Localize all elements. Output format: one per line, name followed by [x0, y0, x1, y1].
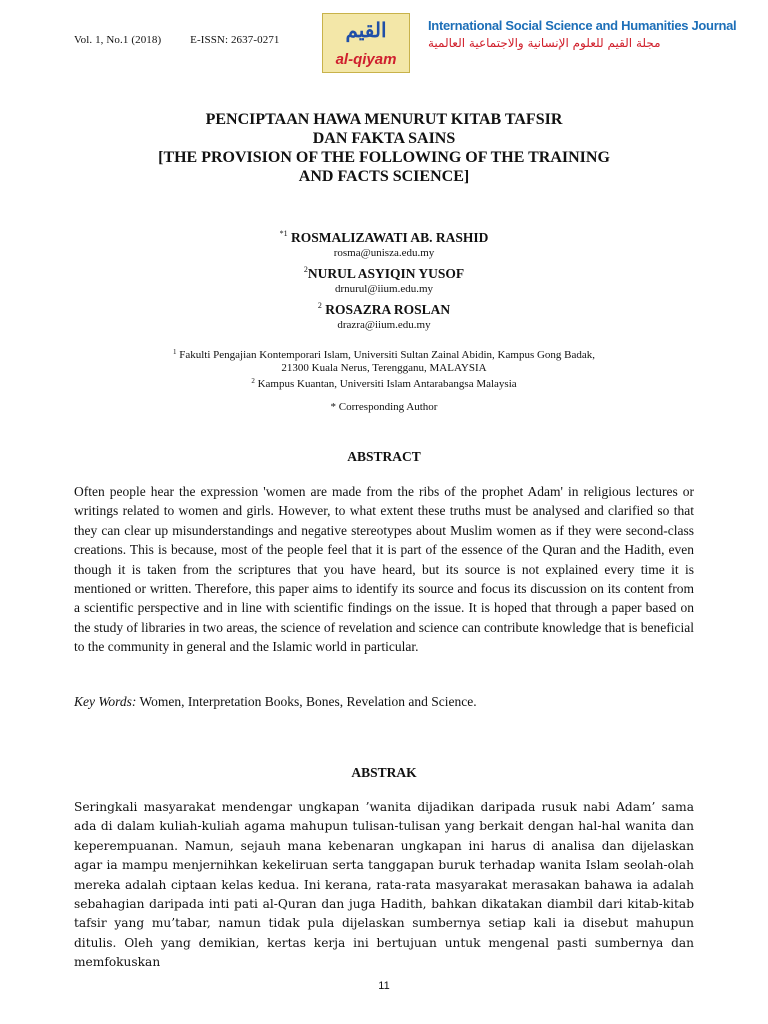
keywords-label: Key Words: — [74, 694, 137, 709]
volume-info: Vol. 1, No.1 (2018) — [74, 34, 162, 46]
title-line: DAN FAKTA SAINS — [312, 130, 456, 147]
header-meta — [74, 34, 306, 46]
issn-info: E-ISSN: 2637-0271 — [190, 34, 280, 46]
author-email: rosma@unisza.edu.my — [333, 247, 435, 259]
author-email: drnurul@iium.edu.my — [334, 283, 434, 295]
journal-name — [428, 18, 737, 50]
logo-latin-text: al-qiyam — [335, 51, 397, 68]
corresponding-author-note: * Corresponding Author — [330, 401, 438, 413]
keywords-text: Women, Interpretation Books, Bones, Revelation and Science. — [136, 694, 477, 709]
abstrak-heading: ABSTRAK — [351, 765, 417, 780]
author-name: $^2$ ROSAZRA ROSLAN — [317, 301, 451, 317]
affiliation-line: 21300 Kuala Nerus, Terengganu, MALAYSIA — [281, 362, 487, 374]
keywords — [74, 694, 694, 710]
journal-logo — [322, 13, 410, 73]
paper-title — [74, 110, 694, 186]
title-line: AND FACTS SCIENCE] — [298, 168, 470, 185]
abstract-heading: ABSTRACT — [347, 449, 421, 464]
page-number: 11 — [378, 980, 390, 992]
author-name: $^2$NURUL ASYIQIN YUSOF — [303, 265, 465, 281]
author-list — [74, 226, 694, 334]
title-line: [THE PROVISION OF THE FOLLOWING OF THE TRAINING — [158, 149, 610, 166]
abstrak-text: Seringkali masyarakat mendengar ungkapan ’wanita dijadikan daripada rusuk nabi Adam’ sama ada di dalam kuliah-kuliah agama mahupun tulisan-tulisan yang berkait dengan hal-hal wanita dan keperempuanan. Namun, sejauh mana kebenaran ungkapan ini harus di analisa dan dijelaskan agar ia mampu menjernihkan kekeliruan serta tanggapan buruk terhadap wanita Islam seolah-olah mereka adalah ciptaan kelas kedua. Ini kerana, rata-rata masyarakat merasakan bahawa ia adalah sebahagian daripada inti pati al-Quran dan juga Hadith, bahkan dikatakan diambil dari kitab-kitab tafsir yang mu’tabar, namun tidak pula dijelaskan sumbernya setiap kali ia disebut mahupun ditulis. Oleh yang demikian, kertas kerja ini bertujuan untuk mengenal pasti sumbernya dan memfokuskan — [74, 800, 694, 970]
author-name: $^{*1}$ ROSMALIZAWATI AB. RASHID — [279, 229, 489, 245]
affiliations — [74, 346, 694, 391]
abstract-text: Often people hear the expression 'women are made from the ribs of the prophet Adam' in religious lectures or writings related to women and girls. However, to what extent these truths must be analysed and clarified so that they can clear up misunderstandings and negative stereotypes about Muslim women as if they were second-class creations. This is because, most of the people feel that it is part of the essence of the Quran and the Hadith, even though it is taken from the scriptures that you have heard, but its source is not explained every time it is mentioned or written. Therefore, this paper aims to identify its source and focus its discussion on its content from a scientific perspective and in line with scientific findings on the issue. It is hoped that through a paper based on the study of libraries in two areas, the science of revelation and science can contribute knowledge that is beneficial to the community in general and the Islamic world in particular. — [74, 484, 694, 655]
journal-name-english: International Social Science and Humanities Journal — [428, 18, 737, 33]
affiliation-line: $^2$ Kampus Kuantan, Universiti Islam Antarabangsa Malaysia — [251, 377, 517, 390]
affiliation-line: $^1$ Fakulti Pengajian Kontemporari Islam, Universiti Sultan Zainal Abidin, Kampus Gong Badak, — [172, 348, 596, 361]
title-line: PENCIPTAAN HAWA MENURUT KITAB TAFSIR — [205, 111, 563, 128]
author-email: drazra@iium.edu.my — [337, 319, 431, 331]
journal-name-arabic: مجلة القيم للعلوم الإنسانية والاجتماعية العالمية — [428, 36, 661, 50]
logo-arabic-text: القيم — [345, 18, 387, 42]
